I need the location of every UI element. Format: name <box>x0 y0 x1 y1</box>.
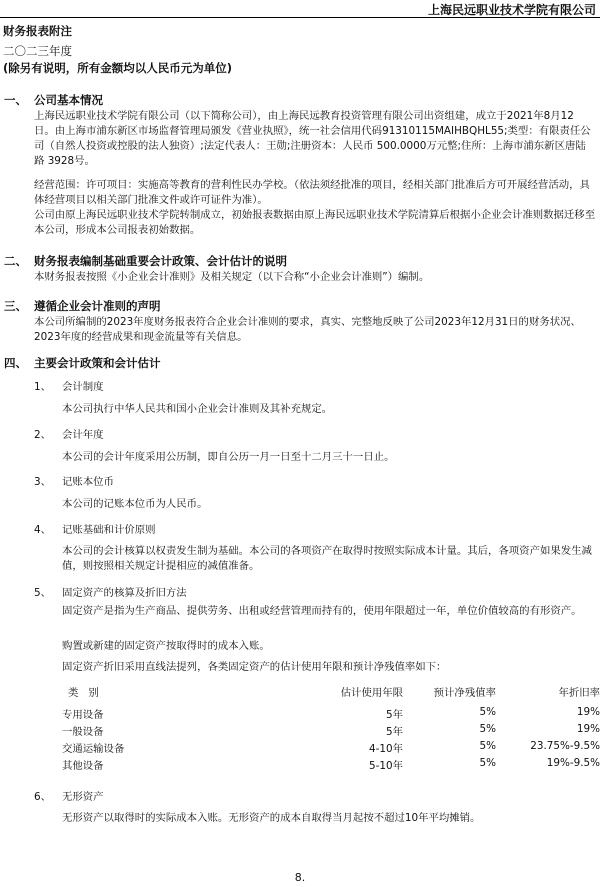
item-6-paragraph: 无形资产以取得时的实际成本入账。无形资产的成本自取得当月起按不超过10年平均摊销。 <box>62 812 481 824</box>
table-row <box>62 740 600 757</box>
item-1-number: 1、 <box>34 381 52 393</box>
item-2-paragraph: 本公司的会计年度采用公历制，即自公历一月一日至十二月三十一日止。 <box>62 451 395 463</box>
table-header-row <box>62 684 600 706</box>
item-5-paragraph-3: 固定资产折旧采用直线法提列，各类固定资产的估计使用年限和预计净残值率如下： <box>62 661 447 673</box>
header-rule <box>0 17 600 18</box>
cell-category: 专用设备 <box>62 709 104 721</box>
cell-residual-rate: 5% <box>479 706 496 718</box>
item-5-title: 固定资产的核算及折旧方法 <box>62 587 187 599</box>
cell-useful-life: 5年 <box>385 709 403 721</box>
table-row <box>62 757 600 774</box>
item-5-paragraph-1: 固定资产是指为生产商品、提供劳务、出租或经营管理而持有的，使用年限超过一年，单位价值较高的有形资产。 <box>62 605 582 617</box>
section-1-paragraph-1 <box>34 109 596 169</box>
section-4-number: 四、 <box>4 356 27 370</box>
section-1-number: 一、 <box>4 93 27 107</box>
cell-annual-rate: 23.75%-9.5% <box>530 740 600 752</box>
cell-category: 其他设备 <box>62 760 104 772</box>
section-2-title: 财务报表编制基础重要会计政策、会计估计的说明 <box>34 254 287 268</box>
cell-residual-rate: 5% <box>479 723 496 735</box>
section-3-title: 遵循企业会计准则的声明 <box>34 299 161 313</box>
item-3-number: 3、 <box>34 476 52 488</box>
unit-note: (除另有说明，所有金额均以人民币元为单位) <box>3 61 233 75</box>
item-3-paragraph: 本公司的记账本位币为人民币。 <box>62 498 208 510</box>
item-2-title: 会计年度 <box>62 429 104 441</box>
item-1-title: 会计制度 <box>62 381 104 393</box>
cell-category: 一般设备 <box>62 726 104 738</box>
compliance-statement-text: 本公司所编制的2023年度财务报表符合企业会计准则的要求，真实、完整地反映了公司2023年12月31日的财务状况、2023年度的经营成果和现金流量等有关信息。 <box>34 316 581 343</box>
cell-annual-rate: 19%-9.5% <box>546 757 600 769</box>
section-2-paragraph <box>34 270 596 285</box>
doc-year: 二〇二三年度 <box>3 44 72 58</box>
page-number: 8. <box>294 871 306 884</box>
header-annual-rate: 年折旧率 <box>558 687 600 699</box>
item-2-number: 2、 <box>34 429 52 441</box>
cell-residual-rate: 5% <box>479 757 496 769</box>
cell-category: 交通运输设备 <box>62 743 125 755</box>
item-5-number: 5、 <box>34 587 52 599</box>
section-2-number: 二、 <box>4 254 27 268</box>
item-3-title: 记账本位币 <box>62 476 114 488</box>
header-useful-life: 估计使用年限 <box>340 687 403 699</box>
company-overview-text: 上海民远职业技术学院有限公司（以下简称公司），由上海民远教育投资管理有限公司出资组建，成立于2021年8月12 日。由上海市浦东新区市场监督管理局颁发《营业执照》，统一社会信用代码91310115MAIHBQHL55;类型：有限责任公司（自然人投资或控股的法人独资）;法定代表人：王勋;注册资本：人民币 500.0000万元整;住所：上海市浦东新区唐陆路 3928号。 <box>34 110 591 167</box>
header-residual-rate: 预计净残值率 <box>433 687 496 699</box>
cell-useful-life: 5-10年 <box>369 760 403 772</box>
item-6-number: 6、 <box>34 791 52 803</box>
cell-useful-life: 4-10年 <box>369 743 403 755</box>
table-row <box>62 706 600 723</box>
item-4-title: 记账基础和计价原则 <box>62 524 156 536</box>
item-6-title: 无形资产 <box>62 791 104 803</box>
doc-title: 财务报表附注 <box>3 24 72 38</box>
item-5-paragraph-2: 购置或新建的固定资产按取得时的成本入账。 <box>62 640 270 652</box>
conversion-note-text: 公司由原上海民远职业技术学院转制成立，初始报表数据由原上海民远职业技术学院清算后根据小企业会计准则数据迁移至本公司，形成本公司报表初始数据。 <box>34 209 596 236</box>
section-3-paragraph <box>34 315 596 345</box>
cell-annual-rate: 19% <box>576 723 600 735</box>
section-3-number: 三、 <box>4 299 27 313</box>
section-4-title: 主要会计政策和会计估计 <box>34 356 161 370</box>
company-name-header: 上海民远职业技术学院有限公司 <box>427 3 596 17</box>
depreciation-table <box>62 684 600 774</box>
table-row <box>62 723 600 740</box>
item-4-paragraph: 本公司的会计核算以权责发生制为基础。本公司的各项资产在取得时按照实际成本计量。其后，各项资产如果发生减值，则按照相关规定计提相应的减值准备。 <box>62 545 592 572</box>
preparation-basis-text: 本财务报表按照《小企业会计准则》及相关规定（以下合称“小企业会计准则”）编制。 <box>34 271 430 283</box>
section-1-paragraph-2 <box>34 178 596 238</box>
header-category: 类别 <box>68 687 109 699</box>
section-1-title: 公司基本情况 <box>34 93 103 107</box>
cell-useful-life: 5年 <box>385 726 403 738</box>
item-1-paragraph: 本公司执行中华人民共和国小企业会计准则及其补充规定。 <box>62 403 333 415</box>
cell-annual-rate: 19% <box>576 706 600 718</box>
cell-residual-rate: 5% <box>479 740 496 752</box>
item-4-number: 4、 <box>34 524 52 536</box>
business-scope-text: 经营范围：许可项目：实施高等教育的营利性民办学校。（依法须经批准的项目，经相关部门批准后方可开展经营活动，具体经营项目以相关部门批准文件或许可证件为准）。 <box>34 179 590 206</box>
